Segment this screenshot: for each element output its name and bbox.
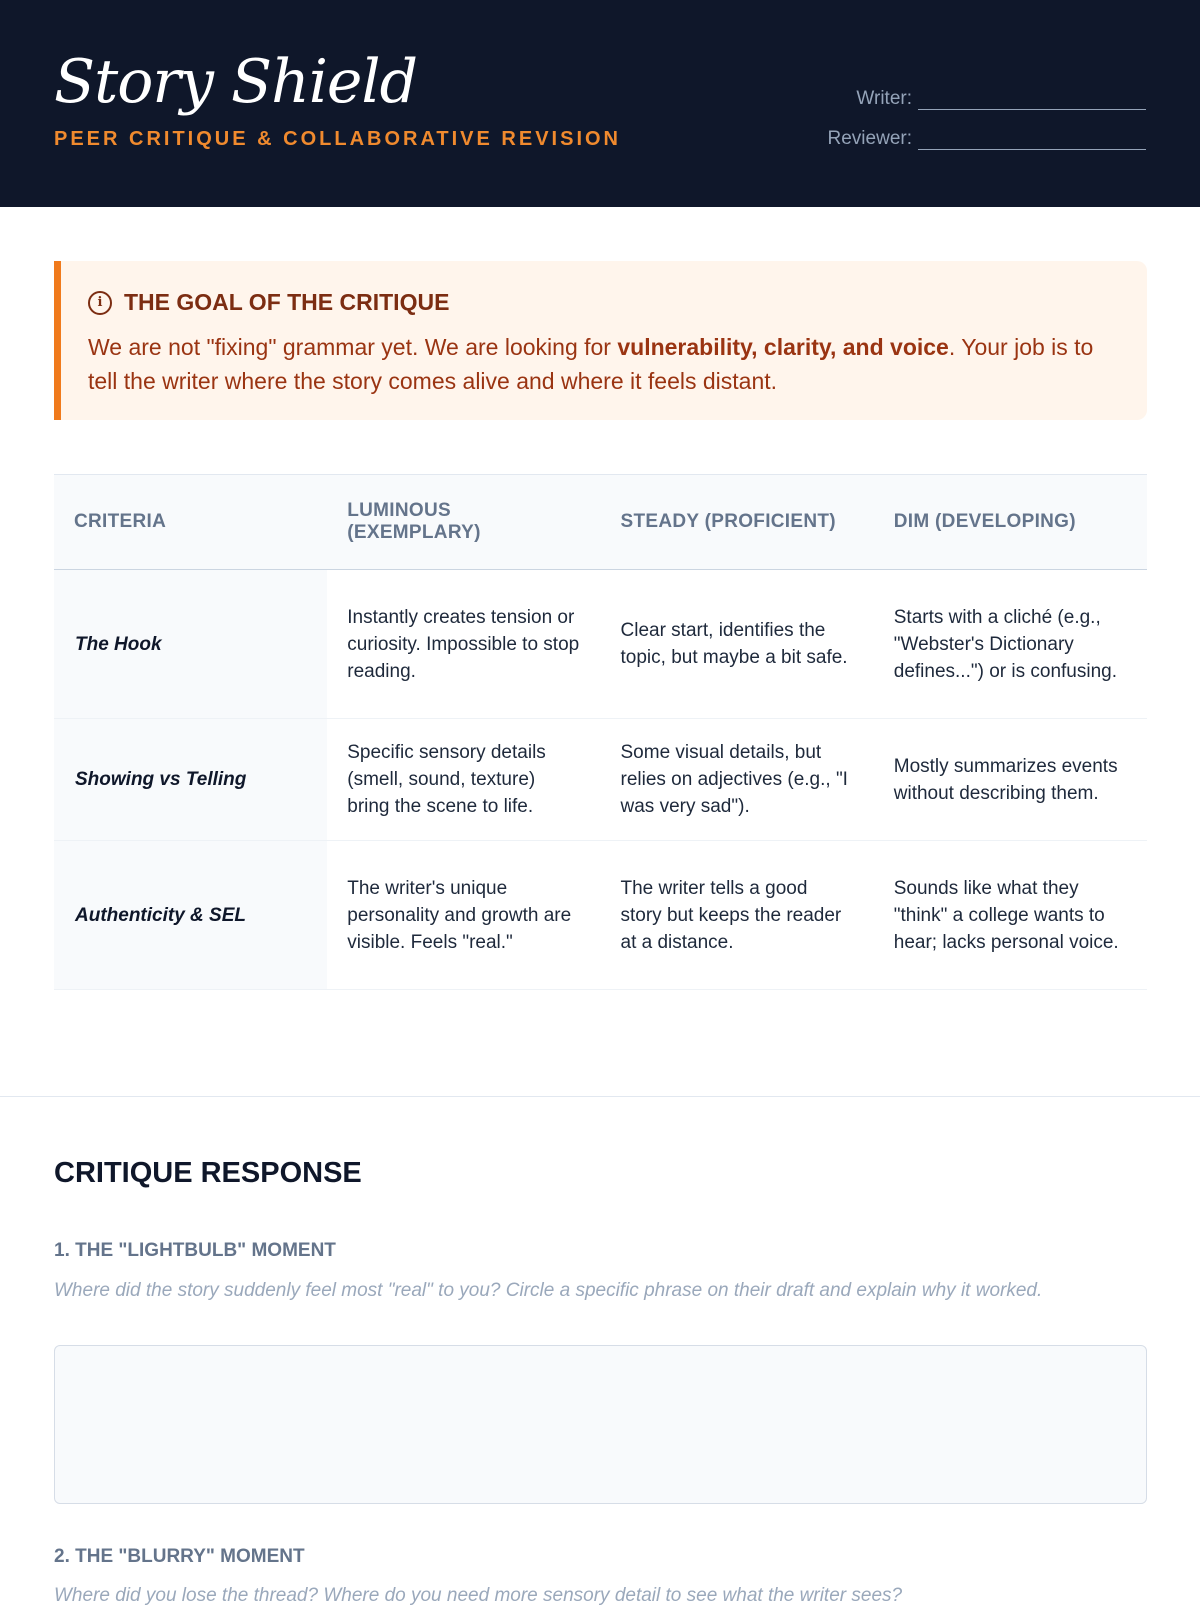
goal-text-emphasis: vulnerability, clarity, and voice xyxy=(617,334,949,360)
question-2-label: 2. THE "BLURRY" MOMENT xyxy=(54,1546,305,1567)
criteria-cell: Authenticity & SEL xyxy=(54,841,327,990)
goal-text-end: . Your job is to tell the writer where the story comes alive and where it feels distant. xyxy=(88,334,1094,394)
section-divider xyxy=(0,1096,1200,1097)
writer-blank-line[interactable] xyxy=(918,92,1146,110)
header-criteria: CRITERIA xyxy=(74,511,167,532)
luminous-cell: Instantly creates tension or curiosity. Impossible to stop reading. xyxy=(327,570,600,719)
question-1-answer-box[interactable] xyxy=(54,1345,1147,1504)
goal-callout xyxy=(54,261,1147,420)
header-dim: DIM (DEVELOPING) xyxy=(893,511,1076,532)
goal-text-start: We are not "fixing" grammar yet. We are looking for xyxy=(88,334,618,360)
critique-response-title: CRITIQUE RESPONSE xyxy=(54,1157,362,1189)
rubric-table xyxy=(54,474,1147,990)
luminous-cell: Specific sensory details (smell, sound, texture) bring the scene to life. xyxy=(327,719,600,841)
writer-field[interactable] xyxy=(856,88,1146,110)
luminous-cell: The writer's unique personality and growth are visible. Feels "real." xyxy=(327,841,600,990)
dim-cell: Sounds like what they "think" a college wants to hear; lacks personal voice. xyxy=(874,841,1147,990)
goal-title: THE GOAL OF THE CRITIQUE xyxy=(124,289,450,315)
steady-cell: Clear start, identifies the topic, but maybe a bit safe. xyxy=(601,570,874,719)
reviewer-field[interactable] xyxy=(828,128,1146,150)
page-header xyxy=(0,0,1200,207)
reviewer-label: Reviewer: xyxy=(827,128,912,149)
writer-label: Writer: xyxy=(856,88,912,109)
page-title: Story Shield xyxy=(54,47,418,117)
criteria-cell: The Hook xyxy=(54,570,327,719)
goal-text xyxy=(88,330,1119,398)
goal-heading xyxy=(88,289,1119,316)
question-1-label: 1. THE "LIGHTBULB" MOMENT xyxy=(54,1240,336,1261)
dim-cell: Mostly summarizes events without describing them. xyxy=(874,719,1147,841)
table-row xyxy=(54,570,1147,719)
info-circle-icon: i xyxy=(88,291,112,315)
table-row xyxy=(54,841,1147,990)
page-subtitle: PEER CRITIQUE & COLLABORATIVE REVISION xyxy=(54,128,621,150)
rubric-header-row xyxy=(54,475,1147,570)
criteria-cell: Showing vs Telling xyxy=(54,719,327,841)
steady-cell: The writer tells a good story but keeps the reader at a distance. xyxy=(601,841,874,990)
table-row xyxy=(54,719,1147,841)
question-1-prompt: Where did the story suddenly feel most "real" to you? Circle a specific phrase on their draft and explain why it worked. xyxy=(54,1280,1043,1301)
dim-cell: Starts with a cliché (e.g., "Webster's Dictionary defines...") or is confusing. xyxy=(874,570,1147,719)
steady-cell: Some visual details, but relies on adjectives (e.g., "I was very sad"). xyxy=(601,719,874,841)
reviewer-blank-line[interactable] xyxy=(918,132,1146,150)
header-steady: STEADY (PROFICIENT) xyxy=(620,511,836,532)
header-luminous: LUMINOUS (EXEMPLARY) xyxy=(347,500,481,543)
question-2-prompt: Where did you lose the thread? Where do you need more sensory detail to see what the writer sees? xyxy=(54,1585,903,1606)
